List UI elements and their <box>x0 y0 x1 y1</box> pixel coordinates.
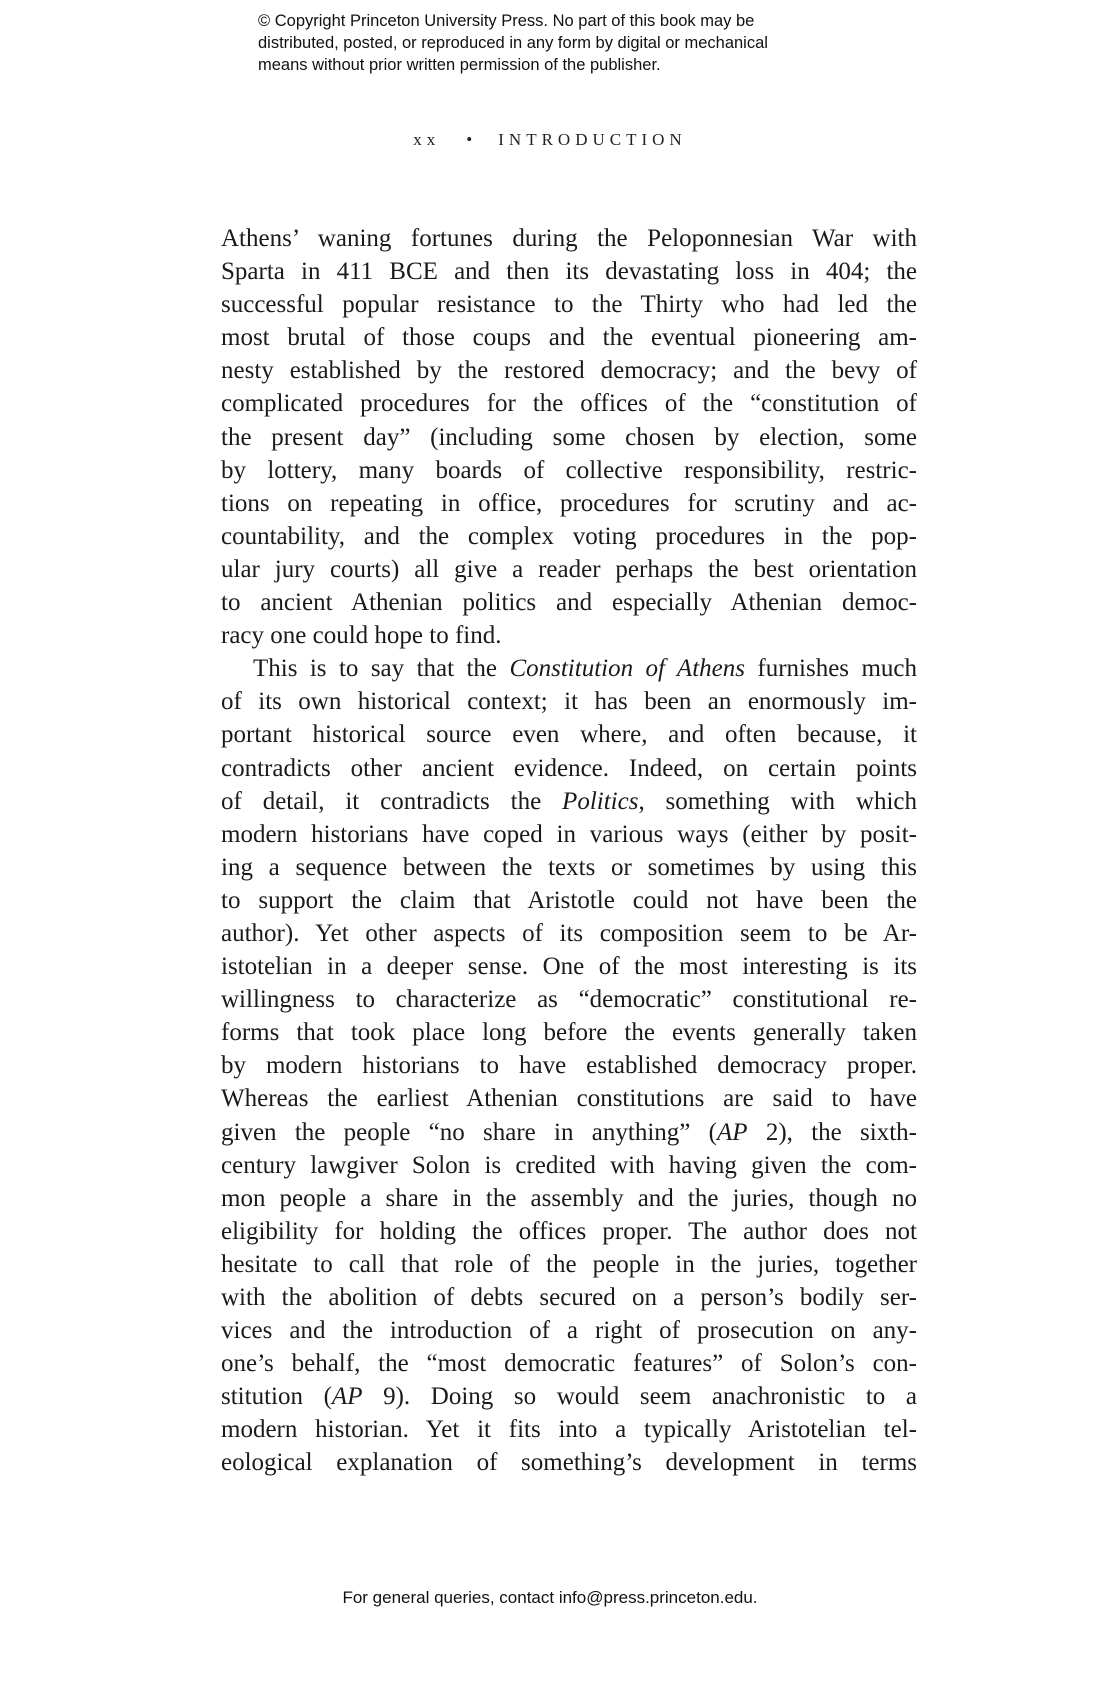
book-title: Politics <box>562 787 639 815</box>
text-line: stitution (AP 9). Doing so would seem anachronistic to a <box>221 1383 917 1411</box>
body-text <box>221 222 917 1480</box>
text-line: hesitate to call that role of the people in the juries, together <box>221 1250 917 1278</box>
section-title: INTRODUCTION <box>498 130 687 149</box>
text-line: contradicts other ancient evidence. Indeed, on certain points <box>221 754 917 782</box>
text-line: given the people “no share in anything” (AP 2), the sixth- <box>221 1118 917 1146</box>
text-line: mon people a share in the assembly and the juries, though no <box>221 1184 917 1212</box>
text-line: istotelian in a deeper sense. One of the most interesting is its <box>221 953 917 981</box>
text-line: Whereas the earliest Athenian constitutions are said to have <box>221 1085 917 1113</box>
running-head <box>0 130 1100 150</box>
text-line: Sparta in 411 BCE and then its devastating loss in 404; the <box>221 258 917 286</box>
page-number: xx <box>413 130 441 149</box>
text-line: modern historian. Yet it fits into a typically Aristotelian tel- <box>221 1416 917 1444</box>
text-line: ing a sequence between the texts or sometimes by using this <box>221 853 917 881</box>
text-line: most brutal of those coups and the eventual pioneering am- <box>221 324 917 352</box>
text-line: with the abolition of debts secured on a person’s bodily ser- <box>221 1284 917 1311</box>
text-line: portant historical source even where, and often because, it <box>221 721 917 749</box>
text-line: willingness to characterize as “democratic” constitutional re- <box>221 986 917 1014</box>
text-line: to support the claim that Aristotle could not have been the <box>221 886 917 914</box>
text-line: modern historians have coped in various ways (either by posit- <box>221 820 917 848</box>
text-line: nesty established by the restored democracy; and the bevy of <box>221 357 917 385</box>
text-line: ular jury courts) all give a reader perhaps the best orientation <box>221 555 917 583</box>
text-line: This is to say that the Constitution of Athens furnishes much <box>253 655 918 683</box>
copyright-notice <box>258 10 898 76</box>
text-line: by modern historians to have established democracy proper. <box>221 1052 917 1080</box>
citation-abbrev: AP <box>331 1383 363 1411</box>
footer-contact: For general queries, contact info@press.princeton.edu. <box>342 1588 758 1607</box>
text-line: forms that took place long before the events generally taken <box>221 1019 917 1047</box>
book-title: Constitution of Athens <box>509 655 745 683</box>
text-line: by lottery, many boards of collective responsibility, restric- <box>221 456 917 484</box>
text-line: to ancient Athenian politics and especially Athenian democ- <box>221 589 917 617</box>
text-line: successful popular resistance to the Thirty who had led the <box>221 291 917 319</box>
separator-dot: • <box>466 130 473 149</box>
copyright-line: means without prior written permission of the publisher. <box>258 56 661 74</box>
text-line: racy one could hope to find. <box>221 622 502 650</box>
text-line: eological explanation of something’s development in terms <box>221 1449 917 1477</box>
text-line: Athens’ waning fortunes during the Peloponnesian War with <box>221 225 917 252</box>
text-line: century lawgiver Solon is credited with having given the com- <box>221 1151 917 1179</box>
copyright-line: © Copyright Princeton University Press. No part of this book may be <box>258 12 755 30</box>
text-line: one’s behalf, the “most democratic features” of Solon’s con- <box>221 1350 917 1378</box>
text-line: the present day” (including some chosen by election, some <box>221 423 917 451</box>
text-line: vices and the introduction of a right of prosecution on any- <box>221 1317 917 1345</box>
text-line: tions on repeating in office, procedures for scrutiny and ac- <box>221 489 917 517</box>
text-line: author). Yet other aspects of its composition seem to be Ar- <box>221 919 917 947</box>
text-line: eligibility for holding the offices proper. The author does not <box>221 1217 917 1245</box>
text-line: of detail, it contradicts the Politics, something with which <box>221 787 917 815</box>
text-line: of its own historical context; it has been an enormously im- <box>221 688 917 716</box>
text-line: countability, and the complex voting procedures in the pop- <box>221 522 917 550</box>
text-line: complicated procedures for the offices of the “constitution of <box>221 390 917 418</box>
citation-abbrev: AP <box>717 1118 748 1146</box>
copyright-line: distributed, posted, or reproduced in any form by digital or mechanical <box>258 34 768 52</box>
